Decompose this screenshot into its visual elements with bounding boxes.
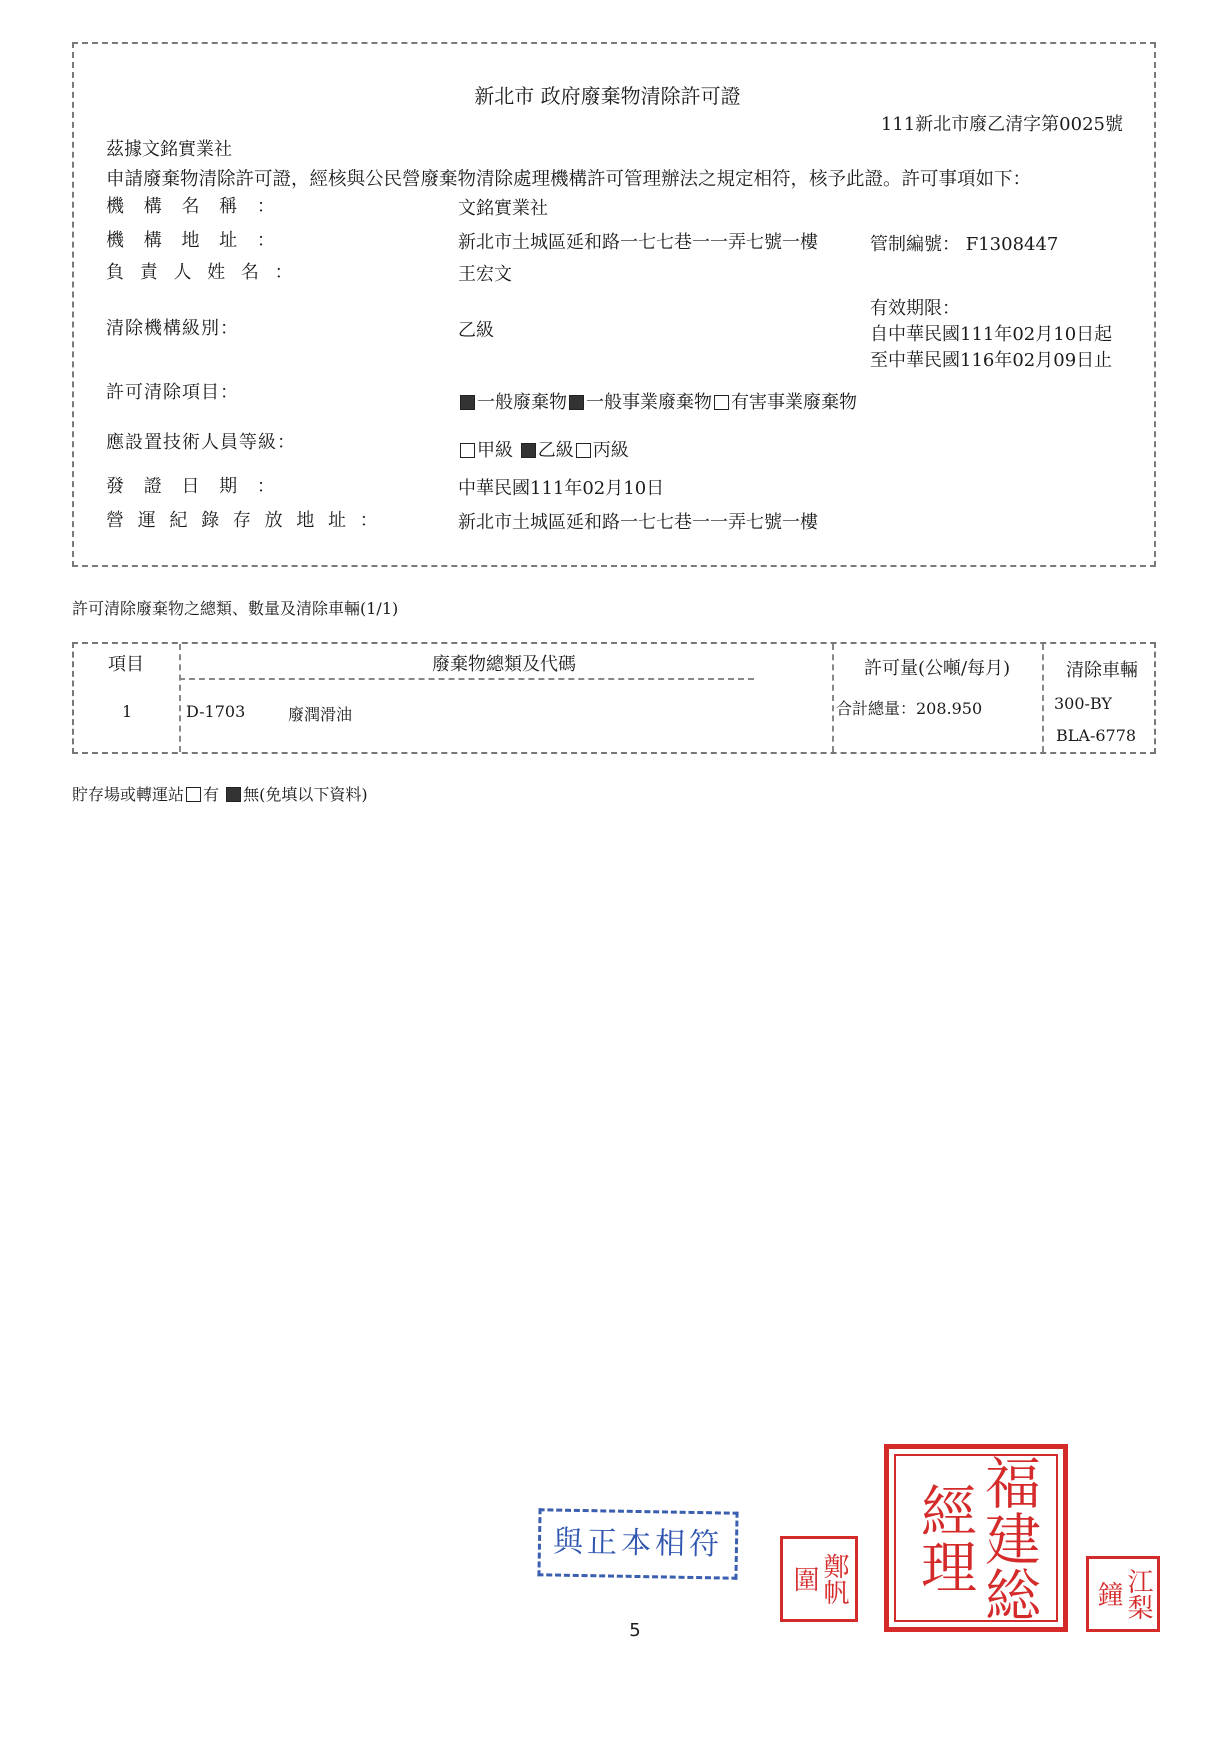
- seal-left: 鄭帆圍: [780, 1536, 858, 1622]
- table-divider: [179, 644, 181, 752]
- intro-line-2: 申請廢棄物清除許可證，經核與公民營廢棄物清除處理機構許可管理辦法之規定相符，核予此證。許可事項如下：: [106, 169, 1032, 190]
- col-header-amount: 許可量(公噸/每月): [864, 658, 1011, 679]
- table-divider: [832, 644, 834, 752]
- org-name-value: 文銘實業社: [458, 198, 548, 219]
- tech-levels: [458, 436, 629, 462]
- waste-code: D-1703: [186, 702, 246, 721]
- intro-line-1: 茲據文銘實業社: [106, 139, 232, 160]
- waste-table: [72, 642, 1156, 754]
- col-header-waste: 廢棄物總類及代碼: [432, 654, 576, 675]
- checkbox-grade-c[interactable]: [576, 443, 591, 458]
- class-value: 乙級: [458, 320, 494, 341]
- grade-b-label: 乙級: [537, 440, 574, 461]
- validity-to: 至中華民國116年02月09日止: [870, 350, 1113, 371]
- grade-a-label: 甲級: [477, 440, 513, 461]
- vehicle-2: BLA-6778: [1056, 726, 1137, 745]
- item-hazardous-waste: 有害事業廢棄物: [731, 392, 857, 413]
- total-amount: 合計總量：208.950: [836, 699, 983, 718]
- vehicle-1: 300-BY: [1054, 694, 1112, 713]
- checkbox-grade-a[interactable]: [460, 443, 475, 458]
- seal-company: 福建総經理: [884, 1444, 1068, 1632]
- owner-label: 負 責 人 姓 名 ：: [106, 262, 298, 283]
- waste-name: 廢潤滑油: [288, 705, 353, 724]
- checkbox-hazardous-waste[interactable]: [714, 395, 729, 410]
- checkbox-business-waste[interactable]: [569, 395, 584, 410]
- storage-line: [72, 782, 368, 805]
- storage-no-label: 無(免填以下資料): [243, 785, 368, 804]
- grade-c-label: 丙級: [592, 440, 629, 461]
- col-header-item: 項目: [108, 654, 144, 675]
- table-divider: [1042, 644, 1044, 752]
- checkbox-grade-b[interactable]: [521, 443, 536, 458]
- class-label: 清除機構級別：: [106, 318, 239, 339]
- org-address-value: 新北市土城區延和路一七七巷一一弄七號一樓: [458, 232, 818, 253]
- org-name-label: 機 構 名 稱 ：: [106, 196, 282, 217]
- row-number: 1: [122, 702, 133, 721]
- header-underline: [179, 678, 754, 680]
- org-address-label: 機 構 地 址 ：: [106, 230, 282, 251]
- item-business-waste: 一般事業廢棄物: [586, 392, 712, 413]
- record-address-label: 營 運 紀 錄 存 放 地 址 ：: [106, 510, 382, 531]
- page-number: 5: [629, 1620, 641, 1641]
- table-caption: 許可清除廢棄物之總類、數量及清除車輛(1/1): [72, 599, 399, 618]
- seal-right: 江梨鐘: [1086, 1556, 1160, 1632]
- issue-date-value: 中華民國111年02月10日: [458, 478, 665, 499]
- col-header-vehicle: 清除車輛: [1066, 660, 1138, 681]
- certified-copy-stamp: 與正本相符: [537, 1508, 738, 1579]
- storage-yes-label: 有: [203, 785, 220, 804]
- checkbox-general-waste[interactable]: [460, 395, 475, 410]
- permitted-items: [458, 388, 857, 414]
- issue-date-label: 發 證 日 期 ：: [106, 476, 282, 497]
- checkbox-storage-yes[interactable]: [186, 787, 201, 802]
- validity-title: 有效期限：: [870, 298, 960, 319]
- validity-from: 自中華民國111年02月10日起: [870, 324, 1113, 345]
- record-address-value: 新北市土城區延和路一七七巷一一弄七號一樓: [458, 512, 818, 533]
- owner-value: 王宏文: [458, 264, 512, 285]
- storage-prefix: 貯存場或轉運站: [72, 785, 185, 804]
- tech-level-label: 應設置技術人員等級：: [106, 432, 296, 453]
- checkbox-storage-no[interactable]: [226, 787, 241, 802]
- items-label: 許可清除項目：: [106, 382, 239, 403]
- document-number: 111新北市廢乙清字第0025號: [880, 114, 1123, 135]
- item-general-waste: 一般廢棄物: [477, 392, 567, 413]
- control-number: 管制編號： F1308447: [870, 234, 1059, 255]
- page-title: 新北市 政府廢棄物清除許可證: [474, 84, 741, 108]
